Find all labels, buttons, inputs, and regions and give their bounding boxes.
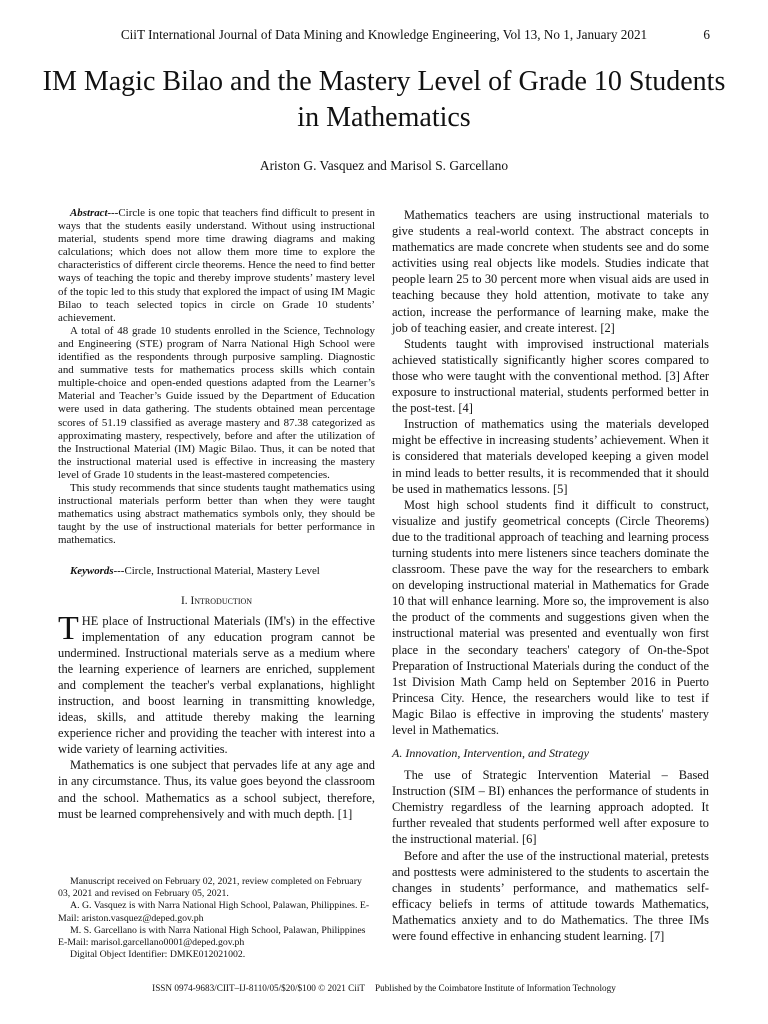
subsection-paragraph-2: Before and after the use of the instructional material, pretests and posttests were administered to the students to ascertain the changes in students’ performance, and mathematics self-efficacy beliefs in terms of attitude towards Mathematics, Mathematics anxiety and to do Mathematics. The three IMs were found effective in enhancing student learning. [7] <box>392 848 709 944</box>
section-title: Introduction <box>190 594 253 607</box>
footer-issn: ISSN 0974-9683/CIIT–IJ-8110/05/$20/$100 © 2021 CiiT <box>152 983 365 993</box>
authors: Ariston G. Vasquez and Marisol S. Garcellano <box>259 158 509 173</box>
footnote-manuscript: Manuscript received on February 02, 2021, review completed on February 03, 2021 and revised on February 05, 2021. <box>58 876 362 900</box>
footnote-doi: Digital Object Identifier: DMKE012021002. <box>70 949 246 961</box>
subsection-paragraph-1: The use of Strategic Intervention Material – Based Instruction (SIM – BI) enhances the performance of students in Chemistry regardless of the learning approach adopted. It further revealed that students performed well after exposure to the instructional material. [6] <box>392 768 709 847</box>
paper-title: IM Magic Bilao and the Mastery Level of Grade 10 Students in Mathematics <box>42 66 726 133</box>
page-number: 6 <box>703 27 710 42</box>
intro-paragraph-1 <box>58 609 375 758</box>
footnote-author-1: A. G. Vasquez is with Narra National High School, Palawan, Philippines. E-Mail: ariston.vasquez@deped.gov.ph <box>58 900 370 924</box>
left-column <box>58 207 375 822</box>
footer-publisher: Published by the Coimbatore Institute of Information Technology <box>375 983 616 993</box>
section-heading-introduction <box>58 595 375 607</box>
right-column <box>392 207 709 944</box>
footnotes <box>58 876 375 961</box>
page-footer <box>36 983 732 993</box>
running-head: CiiT International Journal of Data Mining and Knowledge Engineering, Vol 13, No 1, January 2021 <box>120 27 648 42</box>
section-number: I. <box>180 594 188 607</box>
intro-paragraph-2: Mathematics is one subject that pervades life at any age and in any circumstance. Thus, its value goes beyond the classroom and the school. Mathematics as a school subject, therefore, must be learned comprehensively and with much depth. [1] <box>58 758 375 821</box>
body-paragraph-2: Students taught with improvised instructional materials achieved statistically significantly higher scores compared to those who were taught with the conventional method. [3] After exposure to instructional material, students performed better in the post-test. [4] <box>392 336 709 416</box>
abstract-label: Abstract--- <box>70 207 119 219</box>
abstract-text-1: Circle is one topic that teachers find difficult to present in ways that the students easily understand. Without using instructional material, students spend more time drawing diagrams and making calculations; which does not allow them more time to explore the characteristics of different circle theorems. Hence the need to find better ways of teaching the topic and thereby improve students’ mastery level of the topic led to this study that explored the impact of using IM Magic Bilao to teach selected topics in circle on Grade 10 students’ achievement. <box>58 207 375 324</box>
intro-paragraph-1-text: place of Instructional Materials (IM's) in the effective implementation of any education program cannot be undermined. Instructional materials serve as a medium where the learning experience of learners are enriched, supplement and complement the teacher's verbal explanations, highlight instruction, and boost learning in transmitting knowledge, ideas, skills, and attitude thereby making the learning experience richer and providing the teacher with interest into a wide variety of learning activities. <box>58 613 375 757</box>
subsection-heading: A. Innovation, Intervention, and Strategy <box>392 746 589 761</box>
abstract-paragraph-1 <box>58 207 375 325</box>
footnote-author-2: M. S. Garcellano is with Narra National High School, Palawan, Philippines E-Mail: marisol.garcellano0001@deped.gov.ph <box>58 924 366 949</box>
abstract-paragraph-3: This study recommends that since students taught mathematics using instructional materials perform better than when they were taught mathematics using abstract mathematics symbols only, they should be taught by the use of instructional materials for better performance in mathematics. <box>58 481 375 547</box>
keywords <box>58 565 375 578</box>
abstract-paragraph-2: A total of 48 grade 10 students enrolled in the Science, Technology and Engineering (STE) program of Narra National High School were identified as the respondents through purposive sampling. Diagnostic and summative tests for mathematics process skills which contain multiple-choice and open-ended questions adapted from the Learner’s Material and Teacher’s Guide issued by the Department of Education were used in data gathering. The students obtained mean percentage scores of 51.19 classified as average mastery and 87.38 categorized as approximating mastery, respectively, before and after the utilization of the Instructional Material (IM) Magic Bilao. Thus, it can be noted that the instructional material used is effective in increasing the mastery level of Grade 10 students in the least-mastered competencies. <box>58 324 375 481</box>
body-paragraph-3: Instruction of mathematics using the materials developed might be effective in increasing students’ achievement. When it is considered that materials developed keeping a given model in mind leads to better results, it is recommended that it should be used in mathematics lessons. [5] <box>392 417 709 496</box>
drop-cap: T <box>58 609 79 647</box>
body-paragraph-1: Mathematics teachers are using instructional materials to give students a real-world context. The abstract concepts in mathematics are made concrete when students see and do some activities using real objects like models. Studies indicate that people learn 25 to 30 percent more when visual aids are used in teaching because they hold attention, motivate to take any action, increase the performance of learning make, make the job of teaching easier, and create interest. [2] <box>392 208 709 335</box>
keywords-text: Circle, Instructional Material, Mastery Level <box>124 565 320 578</box>
body-paragraph-4: Most high school students find it difficult to construct, visualize and justify geometrical concepts (Circle Theorems) due to the traditional approach of teaching and learning process turning students into mere listeners since teachers dominate the classroom. These pave the way for the researchers to embark on developing instructional material in Mathematics for Grade 10 that will enhance learning. More so, the improvement is also the product of the comments and suggestions given when the instructional material was presented and eventually won first place in the secondary teachers' category of On-the-Spot Preparation of Instructional Materials during the conduct of the 1st Division Math Camp held on September 2016 in Puerto Princesa City. Hence, the researchers would like to test if Magic Bilao is effective in improving the students' mastery level in Mathematics. <box>392 497 709 737</box>
intro-first-caps: HE <box>81 613 99 628</box>
keywords-label: Keywords--- <box>70 565 125 578</box>
